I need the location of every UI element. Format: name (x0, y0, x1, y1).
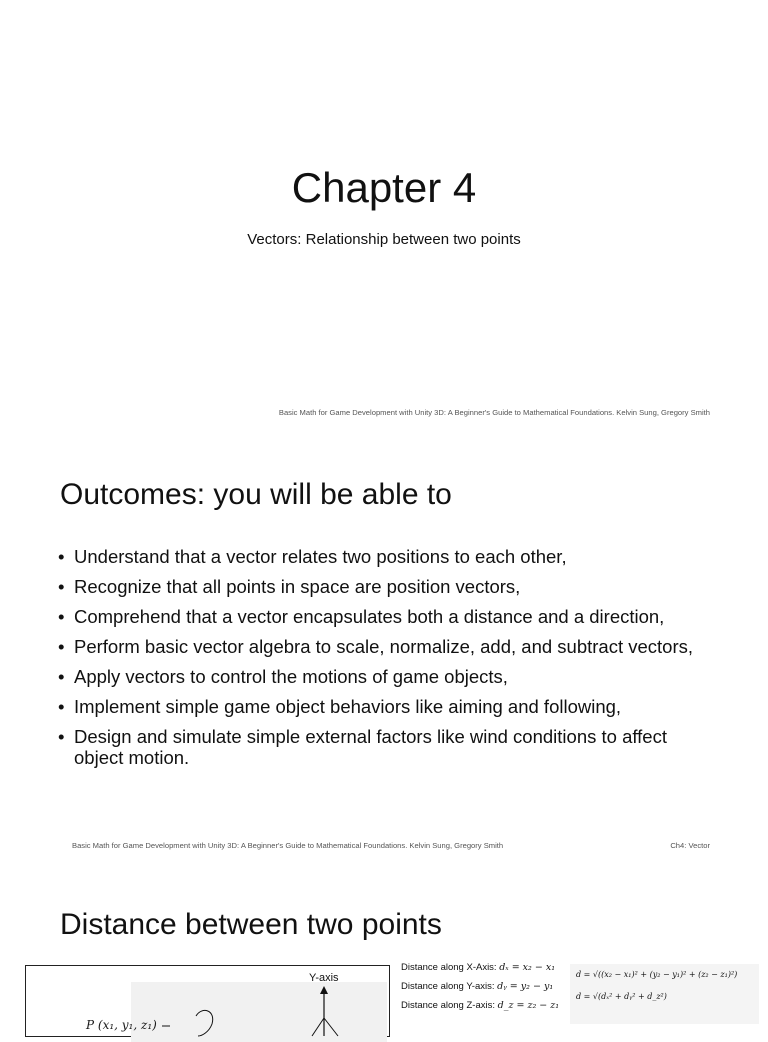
chapter-subtitle: Vectors: Relationship between two points (247, 231, 521, 248)
slide-heading: Distance between two points (60, 908, 442, 941)
distance-formula-box (570, 964, 759, 1024)
list-item (56, 666, 716, 687)
formula-line (401, 977, 559, 996)
formula-label: Distance along Z-axis: (401, 1000, 495, 1011)
curve-path (196, 1010, 213, 1036)
formula-label: Distance along X-Axis: (401, 962, 497, 973)
formula-label: Distance along Y-axis: (401, 981, 495, 992)
y-axis-arrow-icon (320, 986, 328, 994)
list-item (56, 636, 716, 657)
list-item-text: Design and simulate simple external factors like wind conditions to affect object motion. (74, 726, 667, 768)
list-item-text: Apply vectors to control the motions of game objects, (74, 666, 508, 687)
bullet-icon: • (58, 546, 65, 567)
formula-math: dₓ = x₂ − x₁ (499, 962, 556, 973)
distance-slide (0, 864, 768, 1032)
axis-line (312, 1018, 324, 1036)
outcomes-slide (0, 432, 768, 864)
bullet-icon: • (58, 696, 65, 717)
bullet-icon: • (58, 636, 65, 657)
list-item (56, 606, 716, 627)
list-item (56, 546, 716, 567)
y-axis-label: Y-axis (309, 972, 339, 984)
bullet-icon: • (58, 576, 65, 597)
list-item (56, 726, 716, 768)
slide-footer: Basic Math for Game Development with Unity 3D: A Beginner's Guide to Mathematical Foundations. Kelvin Sung, Gregory Smith (278, 408, 710, 417)
formula-line (401, 958, 559, 977)
formula-line (401, 996, 559, 1015)
formula-math: dᵧ = y₂ − y₁ (497, 981, 554, 992)
point-label: P (x₁, y₁, z₁) (86, 1018, 157, 1032)
axis-line (324, 1018, 338, 1036)
outcomes-list (56, 546, 716, 777)
bullet-icon: • (58, 606, 65, 627)
list-item-text: Implement simple game object behaviors like aiming and following, (74, 696, 622, 717)
axes-drawing (26, 966, 389, 1036)
list-item-text: Recognize that all points in space are position vectors, (74, 576, 521, 597)
coordinate-diagram (25, 965, 390, 1037)
formula-full: d = √((x₂ − x₁)² + (y₂ − y₁)² + (z₂ − z₁)²) (576, 970, 738, 979)
list-item-text: Perform basic vector algebra to scale, normalize, add, and subtract vectors, (74, 636, 694, 657)
list-item-text: Understand that a vector relates two positions to each other, (74, 546, 567, 567)
chapter-title: Chapter 4 (291, 164, 477, 211)
slide-heading: Outcomes: you will be able to (60, 478, 452, 511)
bullet-icon: • (58, 726, 65, 747)
list-item (56, 696, 716, 717)
formula-math: d_z = z₂ − z₁ (497, 1000, 560, 1011)
slide-footer-chapter: Ch4: Vector (670, 841, 710, 850)
formula-short: d = √(dₓ² + dᵧ² + d_z²) (576, 992, 667, 1001)
bullet-icon: • (58, 666, 65, 687)
title-slide (0, 0, 768, 432)
list-item-text: Comprehend that a vector encapsulates both a distance and a direction, (74, 606, 665, 627)
list-item (56, 576, 716, 597)
axis-distance-formulas (401, 958, 559, 1015)
slide-footer: Basic Math for Game Development with Unity 3D: A Beginner's Guide to Mathematical Foundations. Kelvin Sung, Gregory Smith (72, 841, 504, 850)
